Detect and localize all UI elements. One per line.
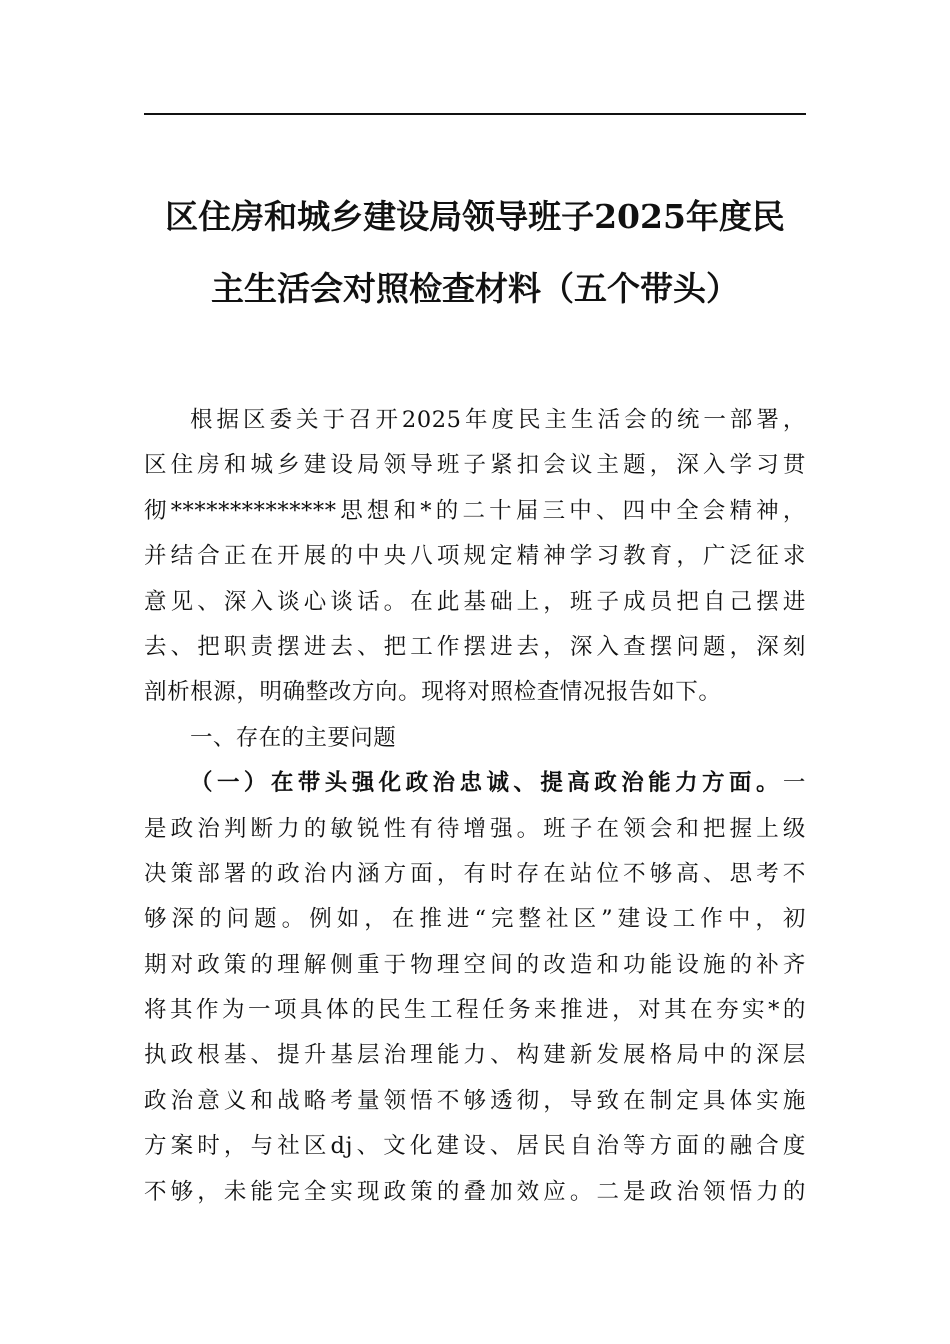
- subsection-lead-tail: 一: [782, 770, 806, 797]
- body-line: 不够，未能完全实现政策的叠加效应。二是政治领悟力的: [144, 1178, 806, 1205]
- body-line: 决策部署的政治内涵方面，有时存在站位不够高、思考不: [144, 860, 806, 887]
- subsection-line: [144, 761, 806, 806]
- body-line: 是政治判断力的敏锐性有待增强。班子在领会和把握上级: [144, 815, 806, 842]
- intro-line: 并结合正在开展的中央八项规定精神学习教育，广泛征求: [144, 543, 806, 570]
- body-line: 够深的问题。例如，在推进“完整社区”建设工作中，初: [144, 906, 806, 933]
- intro-line: 根据区委关于召开2025年度民主生活会的统一部署，: [190, 407, 806, 433]
- body-line: 将其作为一项具体的民生工程任务来推进，对其在夯实*的: [144, 997, 806, 1024]
- subsection-lead: （一）在带头强化政治忠诚、提高政治能力方面。: [190, 770, 783, 797]
- body-line: 政治意义和战略考量领悟不够透彻，导致在制定具体实施: [144, 1087, 806, 1114]
- body-line: 期对政策的理解侧重于物理空间的改造和功能设施的补齐: [144, 951, 806, 978]
- body-line: 执政根基、提升基层治理能力、构建新发展格局中的深层: [144, 1042, 806, 1069]
- intro-line: 区住房和城乡建设局领导班子紧扣会议主题，深入学习贯: [144, 452, 806, 479]
- section-heading: 一、存在的主要问题: [190, 724, 397, 751]
- intro-line: 彻**************思想和*的二十届三中、四中全会精神，: [144, 497, 806, 524]
- document-title-line-1: 区住房和城乡建设局领导班子2025年度民: [165, 197, 785, 236]
- document-body: [144, 398, 806, 1215]
- document-title-line-2: 主生活会对照检查材料（五个带头）: [211, 269, 739, 308]
- header-rule: [144, 113, 806, 115]
- body-line: 方案时，与社区dj、文化建设、居民自治等方面的融合度: [144, 1133, 806, 1160]
- intro-line: 剖析根源，明确整改方向。现将对照检查情况报告如下。: [144, 679, 722, 706]
- intro-line: 意见、深入谈心谈话。在此基础上，班子成员把自己摆进: [144, 588, 806, 615]
- intro-line: 去、把职责摆进去、把工作摆进去，深入查摆问题，深刻: [144, 633, 806, 660]
